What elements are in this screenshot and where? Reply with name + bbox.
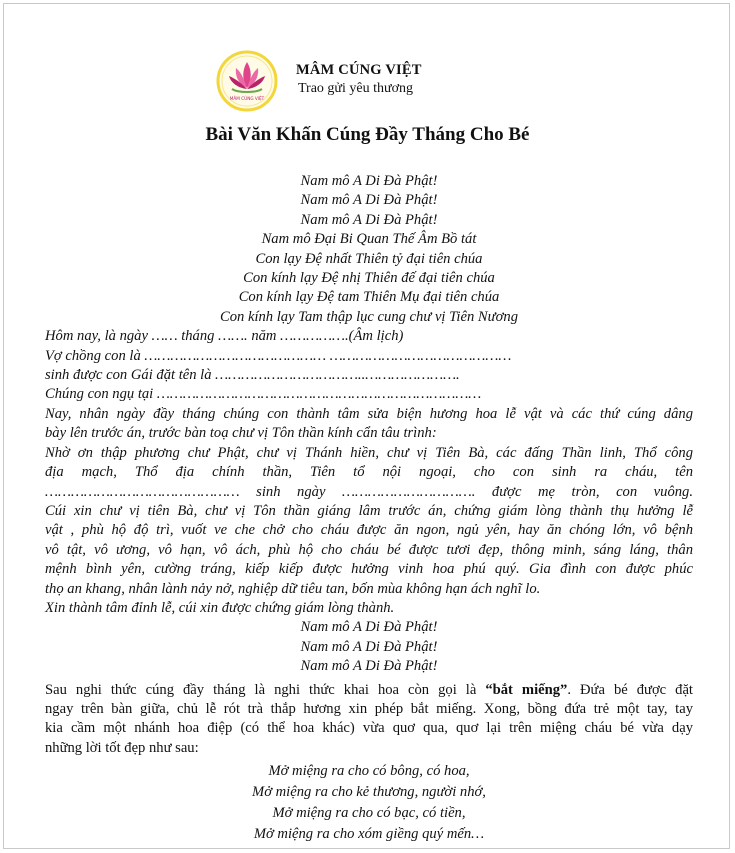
brand-tagline: Trao gửi yêu thương: [298, 81, 414, 96]
invocation-line: Con lạy Đệ nhất Thiên tỷ đại tiên chúa: [255, 250, 483, 267]
prayer-paragraph-line: Cúi xin chư vị tiên Bà, chư vị Tôn thần giáng lâm trước án, chứng giám lòng thành thụ hưởng lễ: [45, 502, 693, 519]
invocation-line: Nam mô A Di Đà Phật!: [300, 211, 438, 228]
final-invocation-line: Nam mô A Di Đà Phật!: [300, 638, 438, 655]
child-name-fill-line: sinh được con Gái đặt tên là ……………………………..………………….: [45, 367, 460, 384]
explanation-text: . Đứa bé được đặt: [567, 681, 693, 698]
invocation-line: Nam mô A Di Đà Phật!: [300, 173, 438, 189]
invocation-line: Nam mô Đại Bi Quan Thế Âm Bồ tát: [261, 231, 477, 248]
prayer-paragraph-line: vật , phù hộ độ trì, vuốt ve che chở cho cháu được ăn ngon, ngủ yên, hay ăn chóng lớn, vô bệnh: [45, 522, 693, 539]
invocation-line: Con kính lạy Tam thập lục cung chư vị Tiên Nương: [219, 308, 518, 325]
invocation-line: Con kính lạy Đệ nhị Thiên đế đại tiên chúa: [243, 270, 495, 287]
invocation-line: Con kính lạy Đệ tam Thiên Mụ đại tiên chúa: [238, 289, 500, 306]
lotus-logo-icon: [216, 50, 278, 112]
prayer-paragraph-line: mệnh bình yên, cường tráng, kiếp kiếp được hưởng vinh hoa phú quý. Gia đình con được phúc: [45, 561, 693, 578]
document-body: [45, 172, 693, 845]
explanation-line: ngay trên bàn giữa, chủ lễ rót trà thắp hương xin phép bắt miếng. Xong, bồng đứa trẻ một tay, tay: [45, 700, 693, 717]
date-fill-line: Hôm nay, là ngày …… tháng ……. năm …………….(Âm lịch): [45, 328, 404, 345]
address-fill-line: Chúng con ngụ tại …………………………………………………………………: [45, 386, 482, 403]
verse-line: Mở miệng ra cho có bông, có hoa,: [268, 763, 470, 780]
bat-mieng-term: “bắt miếng”: [485, 681, 568, 698]
prayer-paragraph-line: bày lên trước án, trước bàn toạ chư vị Tôn thần kính cẩn tâu trình:: [45, 425, 437, 442]
final-invocation-line: Nam mô A Di Đà Phật!: [300, 619, 438, 636]
prayer-paragraph-line: ……………………………………… sinh ngày …………………………. được mẹ tròn, con vuông.: [45, 483, 693, 500]
prayer-paragraph-line: địa mạch, Thổ địa chính thần, Tiên tổ nội ngoại, cho con sinh ra cháu, tên: [45, 464, 693, 481]
prayer-paragraph-line: vô tật, vô ương, vô hạn, vô ách, phù hộ cho cháu bé được tươi đẹp, thông minh, sáng láng, thân: [45, 541, 693, 558]
explanation-line: kia cầm một nhánh hoa điệp (có thể hoa khác) vừa quơ qua, quơ lại trên miệng cháu bé vừa dạy: [45, 720, 693, 737]
explanation-line: [45, 681, 693, 700]
logo-text: MÂM CÚNG VIỆT: [229, 96, 265, 101]
prayer-paragraph-line: thọ an khang, nhân lành nảy nở, nghiệp dữ tiêu tan, bốn mùa không hạn ách nghĩ lo.: [45, 580, 541, 597]
verse-line: Mở miệng ra cho kẻ thương, người nhớ,: [252, 784, 486, 801]
final-invocation-line: Nam mô A Di Đà Phật!: [300, 658, 438, 675]
brand: [296, 62, 422, 97]
verse-line: Mở miệng ra cho xóm giềng quý mến…: [253, 826, 485, 843]
invocation-line: Nam mô A Di Đà Phật!: [300, 192, 438, 209]
parents-fill-line: Vợ chồng con là …………………………………… ……………………………………: [45, 347, 512, 364]
prayer-paragraph-line: Nay, nhân ngày đầy tháng chúng con thành tâm sửa biện hương hoa lễ vật và các thứ cúng dâng: [45, 405, 693, 422]
closing-line: Xin thành tâm đỉnh lễ, cúi xin được chứng giám lòng thành.: [45, 599, 395, 616]
explanation-text: Sau nghi thức cúng đầy tháng là nghi thức khai hoa còn gọi là: [45, 681, 486, 698]
explanation-line: những lời tốt đẹp như sau:: [45, 739, 199, 756]
document-title: Bài Văn Khấn Cúng Đầy Tháng Cho Bé: [205, 124, 530, 145]
brand-name: MÂM CÚNG VIỆT: [296, 62, 422, 78]
prayer-paragraph-line: Nhờ ơn thập phương chư Phật, chư vị Thánh hiền, chư vị Tiên Bà, các đấng Thần linh, Thổ công: [45, 444, 693, 461]
verse-line: Mở miệng ra cho có bạc, có tiền,: [272, 805, 466, 822]
